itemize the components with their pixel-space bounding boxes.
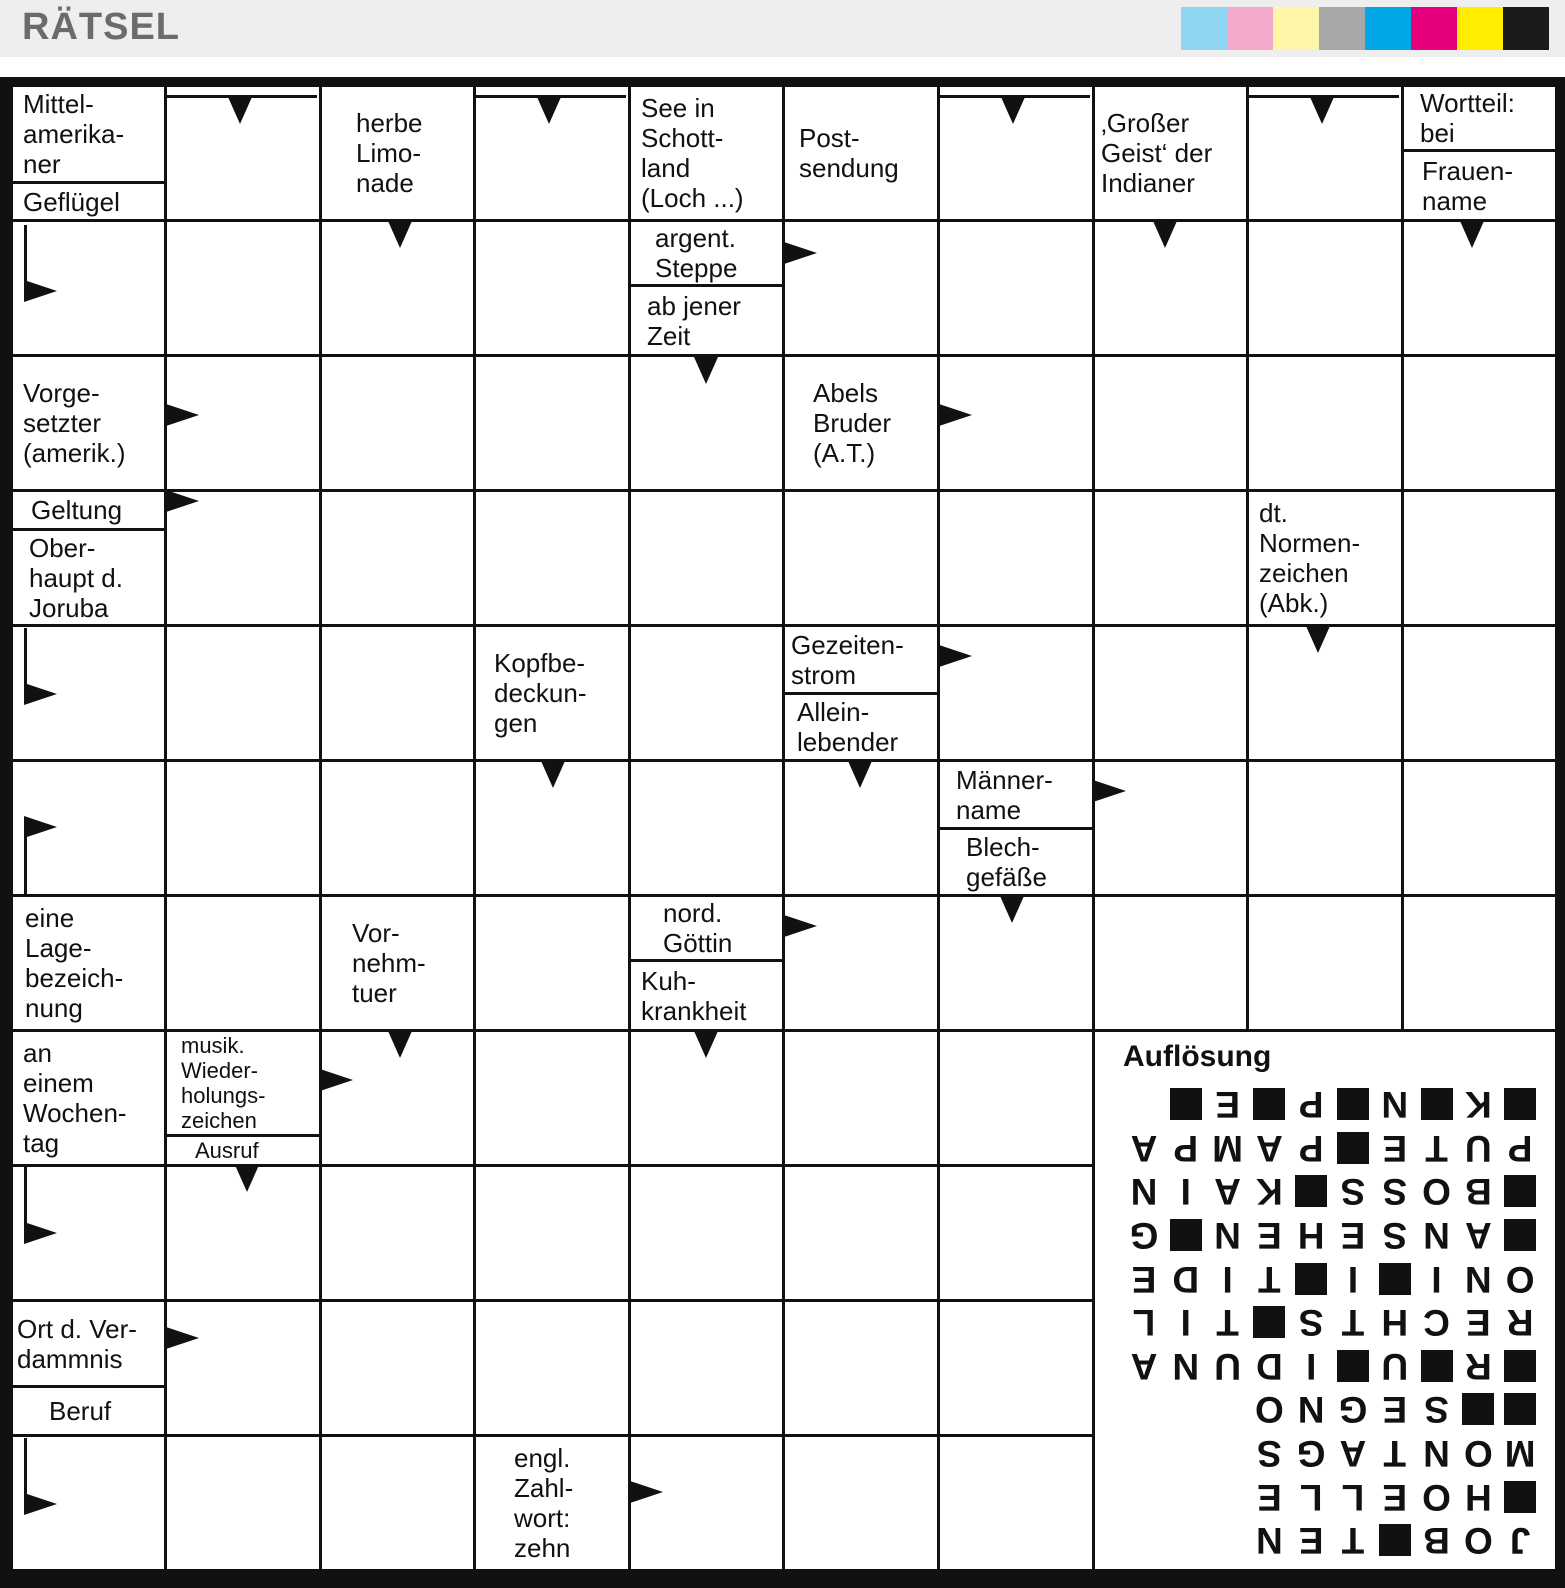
answer-cell[interactable] bbox=[1404, 762, 1555, 894]
clue-wortteil-bei: Wortteil: bei bbox=[1404, 87, 1555, 149]
solution-letter: E bbox=[1340, 1215, 1366, 1257]
arrow-right-icon bbox=[166, 404, 199, 426]
answer-cell[interactable] bbox=[322, 627, 473, 759]
solution-letter: G bbox=[1296, 1433, 1326, 1475]
color-swatch bbox=[1503, 7, 1549, 50]
answer-cell[interactable] bbox=[476, 1032, 628, 1164]
answer-cell[interactable] bbox=[167, 1437, 319, 1569]
solution-letter: O bbox=[1505, 1258, 1535, 1300]
solution-row bbox=[1123, 1257, 1541, 1301]
answer-cell[interactable] bbox=[1404, 627, 1555, 759]
answer-cell[interactable] bbox=[167, 897, 319, 1029]
solution-block bbox=[1379, 1263, 1411, 1295]
solution-letter: G bbox=[1338, 1389, 1368, 1431]
solution-letter: E bbox=[1465, 1302, 1491, 1344]
solution-letter: O bbox=[1422, 1476, 1451, 1518]
answer-cell[interactable] bbox=[167, 1302, 319, 1434]
arrow-right-icon bbox=[24, 683, 57, 705]
answer-cell[interactable] bbox=[940, 1032, 1092, 1164]
solution-letter: C bbox=[1423, 1302, 1450, 1344]
answer-cell[interactable] bbox=[322, 1167, 473, 1299]
clue-beruf: Beruf bbox=[13, 1388, 164, 1434]
arrow-down-icon bbox=[694, 357, 718, 384]
solution-row bbox=[1123, 1431, 1541, 1475]
solution-block bbox=[1337, 1088, 1369, 1120]
solution-letter: J bbox=[1509, 1520, 1531, 1562]
clue-geltung: Geltung bbox=[13, 492, 164, 528]
solution-letter: L bbox=[1299, 1476, 1323, 1518]
solution-letter: A bbox=[1130, 1345, 1158, 1387]
answer-cell[interactable] bbox=[476, 1167, 628, 1299]
answer-cell[interactable] bbox=[476, 222, 628, 354]
solution-row bbox=[1123, 1518, 1541, 1562]
clue-frauenname: Frauen- name bbox=[1404, 152, 1555, 219]
arrow-down-icon bbox=[1460, 221, 1484, 248]
solution-letter: P bbox=[1298, 1127, 1324, 1169]
answer-cell[interactable] bbox=[1095, 357, 1246, 489]
clue-lagebezeichnung: eine Lage- bezeich- nung bbox=[13, 897, 164, 1029]
clue-gefluegel: Geflügel bbox=[13, 184, 164, 219]
solution-letter: H bbox=[1464, 1476, 1492, 1518]
answer-cell[interactable] bbox=[476, 1302, 628, 1434]
solution-block bbox=[1170, 1088, 1202, 1120]
solution-letter: D bbox=[1256, 1345, 1283, 1387]
solution-letter: T bbox=[1341, 1520, 1365, 1562]
solution-letter: N bbox=[1381, 1084, 1409, 1126]
answer-cell[interactable] bbox=[1095, 492, 1246, 624]
arrow-down-icon bbox=[1001, 97, 1025, 124]
header-bar bbox=[0, 0, 1565, 57]
solution-letter: N bbox=[1297, 1389, 1325, 1431]
arrow-right-icon bbox=[166, 490, 199, 512]
answer-cell[interactable] bbox=[940, 222, 1092, 354]
solution-block bbox=[1337, 1132, 1369, 1164]
answer-cell[interactable] bbox=[940, 1437, 1092, 1569]
arrow-down-icon bbox=[1153, 221, 1177, 248]
solution-letter: G bbox=[1129, 1215, 1159, 1257]
solution-block bbox=[1504, 1088, 1536, 1120]
arrow-right-icon bbox=[24, 1222, 57, 1244]
solution-letter: H bbox=[1381, 1302, 1409, 1344]
solution-letter: E bbox=[1382, 1476, 1408, 1518]
answer-cell[interactable] bbox=[1404, 357, 1555, 489]
solution-letters bbox=[1123, 1082, 1541, 1562]
solution-letter: P bbox=[1507, 1127, 1533, 1169]
crossword-grid bbox=[0, 77, 1565, 1588]
color-swatch bbox=[1365, 7, 1411, 50]
solution-block bbox=[1253, 1306, 1285, 1338]
solution-letter: I bbox=[1431, 1258, 1442, 1300]
solution-letter: E bbox=[1131, 1258, 1157, 1300]
answer-cell[interactable] bbox=[631, 492, 782, 624]
answer-cell[interactable] bbox=[322, 762, 473, 894]
solution-letter: A bbox=[1464, 1215, 1492, 1257]
solution-letter: P bbox=[1298, 1084, 1324, 1126]
clue-postsendung: Post- sendung bbox=[785, 87, 937, 219]
solution-block bbox=[1379, 1524, 1411, 1556]
clue-argent-steppe: argent. Steppe bbox=[631, 222, 782, 284]
solution-row bbox=[1123, 1475, 1541, 1519]
solution-letter: S bbox=[1382, 1171, 1408, 1213]
solution-letter: K bbox=[1464, 1084, 1492, 1126]
solution-letter: I bbox=[1306, 1345, 1317, 1387]
solution-letter: A bbox=[1130, 1127, 1158, 1169]
solution-row bbox=[1123, 1126, 1541, 1170]
answer-cell[interactable] bbox=[1404, 492, 1555, 624]
answer-cell[interactable] bbox=[1095, 897, 1246, 1029]
clue-mittelamerikaner: Mittel- amerika- ner bbox=[13, 87, 164, 181]
answer-cell[interactable] bbox=[322, 492, 473, 624]
solution-letter: L bbox=[1132, 1302, 1156, 1344]
arrow-right-icon bbox=[784, 915, 817, 937]
solution-letter: B bbox=[1464, 1171, 1492, 1213]
solution-letter: N bbox=[1214, 1215, 1241, 1257]
solution-letter: T bbox=[1216, 1302, 1239, 1344]
arrow-right-icon bbox=[320, 1069, 353, 1091]
clue-blechgefaesse: Blech- gefäße bbox=[940, 830, 1092, 894]
color-swatches bbox=[1181, 7, 1549, 50]
clue-herbe-limonade: herbe Limo- nade bbox=[322, 87, 473, 219]
clue-nord-goettin: nord. Göttin bbox=[631, 897, 782, 959]
solution-row bbox=[1123, 1082, 1541, 1126]
clue-grosser-geist: ‚Großer Geist‘ der Indianer bbox=[1095, 87, 1246, 219]
color-swatch bbox=[1181, 7, 1227, 50]
solution-row bbox=[1123, 1213, 1541, 1257]
answer-cell[interactable] bbox=[1249, 762, 1401, 894]
answer-cell[interactable] bbox=[1404, 897, 1555, 1029]
solution-block bbox=[1421, 1088, 1453, 1120]
clue-wochentag: an einem Wochen- tag bbox=[13, 1032, 164, 1164]
solution-block bbox=[1253, 1088, 1285, 1120]
solution-letter: E bbox=[1215, 1084, 1240, 1126]
solution-letter: D bbox=[1172, 1258, 1200, 1300]
solution-letter: T bbox=[1425, 1127, 1448, 1169]
arrow-down-icon bbox=[235, 1165, 259, 1192]
clue-maennername: Männer- name bbox=[940, 762, 1092, 827]
answer-cell[interactable] bbox=[167, 222, 319, 354]
answer-cell[interactable] bbox=[940, 1302, 1092, 1434]
clue-vorgesetzter: Vorge- setzter (amerik.) bbox=[13, 357, 164, 489]
answer-cell[interactable] bbox=[631, 1437, 782, 1569]
answer-cell[interactable] bbox=[1249, 897, 1401, 1029]
arrow-down-icon bbox=[1306, 626, 1330, 653]
solution-letter: E bbox=[1382, 1389, 1408, 1431]
solution-letter: R bbox=[1464, 1345, 1492, 1387]
answer-cell[interactable] bbox=[1249, 357, 1401, 489]
solution-letter: O bbox=[1422, 1171, 1451, 1213]
solution-block bbox=[1504, 1481, 1536, 1513]
solution-letter: E bbox=[1257, 1215, 1282, 1257]
solution-letter: T bbox=[1341, 1302, 1365, 1344]
solution-letter: E bbox=[1382, 1127, 1408, 1169]
solution-letter: S bbox=[1424, 1389, 1449, 1431]
solution-letter: O bbox=[1254, 1389, 1284, 1431]
solution-letter: S bbox=[1256, 1433, 1282, 1475]
solution-letter: N bbox=[1130, 1171, 1158, 1213]
solution-row bbox=[1123, 1344, 1541, 1388]
clue-zahlwort-zehn: engl. Zahl- wort: zehn bbox=[476, 1437, 628, 1569]
solution-letter: L bbox=[1341, 1476, 1365, 1518]
answer-cell[interactable] bbox=[785, 1167, 937, 1299]
solution-letter: T bbox=[1383, 1433, 1407, 1475]
clue-normenzeichen: dt. Normen- zeichen (Abk.) bbox=[1249, 492, 1401, 624]
solution-block bbox=[1295, 1175, 1327, 1207]
answer-cell[interactable] bbox=[631, 762, 782, 894]
solution-letter: H bbox=[1297, 1215, 1325, 1257]
answer-cell[interactable] bbox=[785, 1437, 937, 1569]
clue-ab-jener-zeit: ab jener Zeit bbox=[631, 287, 782, 354]
solution-letter: N bbox=[1464, 1258, 1492, 1300]
answer-cell[interactable] bbox=[940, 492, 1092, 624]
arrow-right-icon bbox=[166, 1327, 199, 1349]
answer-cell[interactable] bbox=[167, 627, 319, 759]
arrow-right-icon bbox=[1093, 780, 1126, 802]
arrow-down-icon bbox=[848, 761, 872, 788]
solution-letter: S bbox=[1340, 1171, 1366, 1213]
solution-letter: O bbox=[1463, 1520, 1493, 1562]
answer-cell[interactable] bbox=[476, 897, 628, 1029]
arrow-down-icon bbox=[1310, 97, 1334, 124]
solution-block bbox=[1504, 1175, 1536, 1207]
arrow-down-icon bbox=[228, 97, 252, 124]
solution-letter: U bbox=[1464, 1127, 1492, 1169]
solution-letter: I bbox=[1180, 1302, 1191, 1344]
solution-box bbox=[1095, 1032, 1555, 1569]
answer-cell[interactable] bbox=[322, 357, 473, 489]
solution-title: Auflösung bbox=[1123, 1040, 1272, 1073]
answer-cell[interactable] bbox=[1249, 222, 1401, 354]
solution-letter: U bbox=[1214, 1345, 1241, 1387]
solution-block bbox=[1337, 1350, 1369, 1382]
answer-cell[interactable] bbox=[476, 357, 628, 489]
color-swatch bbox=[1273, 7, 1319, 50]
clue-vornehmtuer: Vor- nehm- tuer bbox=[322, 897, 473, 1029]
color-swatch bbox=[1411, 7, 1457, 50]
arrow-down-icon bbox=[1000, 896, 1024, 923]
solution-letter: S bbox=[1298, 1302, 1324, 1344]
solution-letter: R bbox=[1506, 1302, 1534, 1344]
answer-cell[interactable] bbox=[631, 1167, 782, 1299]
answer-cell[interactable] bbox=[322, 1437, 473, 1569]
clue-gezeitenstrom: Gezeiten- strom bbox=[785, 627, 937, 692]
answer-cell[interactable] bbox=[785, 492, 937, 624]
arrow-right-icon bbox=[24, 280, 57, 302]
solution-letter: A bbox=[1255, 1127, 1283, 1169]
answer-cell[interactable] bbox=[167, 762, 319, 894]
solution-letter: S bbox=[1382, 1215, 1408, 1257]
solution-letter: N bbox=[1423, 1433, 1450, 1475]
solution-block bbox=[1504, 1219, 1536, 1251]
solution-letter: I bbox=[1180, 1171, 1191, 1213]
arrow-down-icon bbox=[388, 221, 412, 248]
solution-letter: M bbox=[1212, 1127, 1243, 1169]
solution-row bbox=[1123, 1300, 1541, 1344]
answer-cell[interactable] bbox=[1095, 627, 1246, 759]
solution-block bbox=[1462, 1393, 1494, 1425]
solution-letter: N bbox=[1172, 1345, 1200, 1387]
solution-letter: O bbox=[1463, 1433, 1493, 1475]
arrow-down-icon bbox=[388, 1031, 412, 1058]
color-swatch bbox=[1227, 7, 1273, 50]
arrow-right-icon bbox=[939, 404, 972, 426]
solution-block bbox=[1504, 1393, 1536, 1425]
clue-ausruf: Ausruf bbox=[167, 1137, 319, 1164]
page-title: RÄTSEL bbox=[22, 6, 180, 48]
solution-letter: I bbox=[1222, 1258, 1233, 1300]
solution-letter: P bbox=[1173, 1127, 1199, 1169]
solution-letter: M bbox=[1504, 1433, 1536, 1475]
solution-letter: A bbox=[1214, 1171, 1241, 1213]
clue-see-in-schottland: See in Schott- land (Loch ...) bbox=[631, 87, 782, 219]
answer-cell[interactable] bbox=[631, 627, 782, 759]
answer-cell[interactable] bbox=[785, 1032, 937, 1164]
clue-verdammnis: Ort d. Ver- dammnis bbox=[13, 1302, 164, 1385]
clue-oberhaupt: Ober- haupt d. Joruba bbox=[13, 531, 164, 624]
answer-cell[interactable] bbox=[322, 1302, 473, 1434]
answer-cell[interactable] bbox=[476, 492, 628, 624]
arrow-right-icon bbox=[630, 1481, 663, 1503]
answer-cell[interactable] bbox=[631, 1302, 782, 1434]
solution-row bbox=[1123, 1170, 1541, 1214]
color-swatch bbox=[1457, 7, 1503, 50]
solution-letter: B bbox=[1423, 1520, 1450, 1562]
color-swatch bbox=[1319, 7, 1365, 50]
clue-alleinlebender: Allein- lebender bbox=[785, 695, 937, 759]
solution-block bbox=[1421, 1350, 1453, 1382]
solution-letter: N bbox=[1255, 1520, 1283, 1562]
clue-wiederholungszeichen: musik. Wieder- holungs- zeichen bbox=[167, 1032, 319, 1134]
arrow-down-icon bbox=[694, 1031, 718, 1058]
clue-kuhkrankheit: Kuh- krankheit bbox=[631, 962, 782, 1029]
solution-letter: T bbox=[1258, 1258, 1281, 1300]
arrow-down-icon bbox=[537, 97, 561, 124]
clue-kopfbedeckungen: Kopfbe- deckun- gen bbox=[476, 627, 628, 759]
arrow-right-icon bbox=[24, 816, 57, 838]
solution-letter: N bbox=[1423, 1215, 1450, 1257]
arrow-right-icon bbox=[24, 1493, 57, 1515]
solution-letter: K bbox=[1255, 1171, 1283, 1213]
solution-letter: I bbox=[1347, 1258, 1359, 1300]
answer-cell[interactable] bbox=[940, 1167, 1092, 1299]
answer-cell[interactable] bbox=[785, 1302, 937, 1434]
clue-abels-bruder: Abels Bruder (A.T.) bbox=[785, 357, 937, 489]
arrow-right-icon bbox=[784, 242, 817, 264]
solution-block bbox=[1504, 1350, 1536, 1382]
solution-row bbox=[1123, 1388, 1541, 1432]
arrow-down-icon bbox=[541, 761, 565, 788]
arrow-right-icon bbox=[939, 645, 972, 667]
solution-letter: E bbox=[1298, 1520, 1324, 1562]
solution-block bbox=[1295, 1263, 1327, 1295]
solution-block bbox=[1170, 1219, 1202, 1251]
solution-letter: A bbox=[1339, 1433, 1367, 1475]
solution-letter: U bbox=[1381, 1345, 1409, 1387]
solution-letter: E bbox=[1257, 1476, 1282, 1518]
